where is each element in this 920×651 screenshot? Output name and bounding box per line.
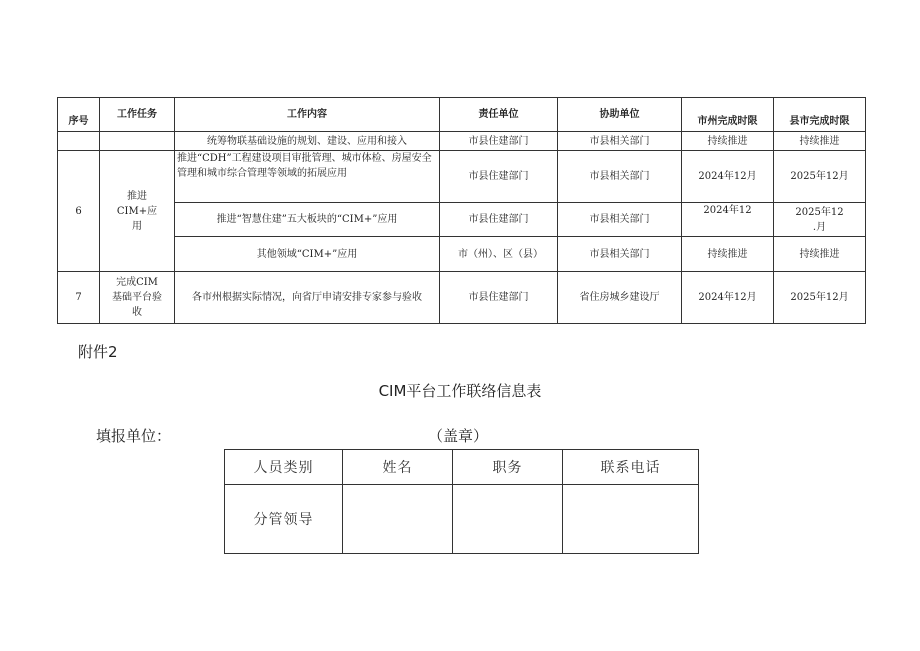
contact-table [224,449,699,554]
table-cell [58,132,100,151]
table-row [58,203,866,237]
table-cell: 2024年12 [682,203,774,237]
header-cell: 工作内容 [175,98,440,132]
header-cell: 协助单位 [558,98,682,132]
table-row [58,132,866,151]
task-table-header [58,98,866,132]
table-row [58,151,866,203]
table-cell: 其他领域“CIM+”应用 [175,237,440,272]
table-cell: 7 [58,272,100,324]
header-cell: 联系电话 [563,450,699,485]
table-row [58,272,866,324]
fill-unit-label: 填报单位： [96,427,172,445]
header-cell: 姓名 [343,450,453,485]
table-cell: 推进“智慧住建”五大板块的“CIM+”应用 [175,203,440,237]
table-cell: 2025年12月 [774,272,866,324]
seal-label: （盖章） [428,427,489,445]
task-table [57,97,866,324]
table-cell: 推进CIM+应用 [100,151,175,272]
header-cell: 工作任务 [100,98,175,132]
table-cell: 市县相关部门 [558,237,682,272]
header-cell: 责任单位 [440,98,558,132]
name-cell[interactable] [343,485,453,554]
table-cell: 市（州）、区（县） [440,237,558,272]
table-cell: 持续推进 [682,132,774,151]
table-cell: 市县相关部门 [558,132,682,151]
table-cell: 市县相关部门 [558,151,682,203]
table-cell: 省住房城乡建设厅 [558,272,682,324]
header-cell: 职务 [453,450,563,485]
table-cell: 市县住建部门 [440,203,558,237]
table-cell [100,132,175,151]
header-cell: 县市完成时限 [774,98,866,132]
table-cell: 完成CIM基础平台验收 [100,272,175,324]
table-cell: 统筹物联基础设施的规划、建设、应用和接入 [175,132,440,151]
table-cell: 持续推进 [774,132,866,151]
table-cell: 推进“CDH”工程建设项目审批管理、城市体检、房屋安全管理和城市综合管理等领域的拓展应用 [175,151,440,203]
contact-table-header [225,450,699,485]
table-cell: 市县住建部门 [440,132,558,151]
attachment-label: 附件2 [78,343,118,361]
table-cell: 市县住建部门 [440,272,558,324]
phone-cell[interactable] [563,485,699,554]
table-cell: 2024年12月 [682,151,774,203]
table-cell: 市县住建部门 [440,151,558,203]
table-row [225,485,699,554]
table-cell: 各市州根据实际情况，向省厅申请安排专家参与验收 [175,272,440,324]
position-cell[interactable] [453,485,563,554]
table-cell: 持续推进 [774,237,866,272]
form-title: CIM平台工作联络信息表 [378,382,542,400]
table-cell: 分管领导 [225,485,343,554]
header-cell: 市州完成时限 [682,98,774,132]
table-cell: 2025年12月 [774,151,866,203]
header-cell: 序号 [58,98,100,132]
table-cell: 持续推进 [682,237,774,272]
table-cell: 2025年12 .月 [774,203,866,237]
table-cell: 6 [58,151,100,272]
header-cell: 人员类别 [225,450,343,485]
table-row [58,237,866,272]
table-cell: 2024年12月 [682,272,774,324]
table-cell: 市县相关部门 [558,203,682,237]
